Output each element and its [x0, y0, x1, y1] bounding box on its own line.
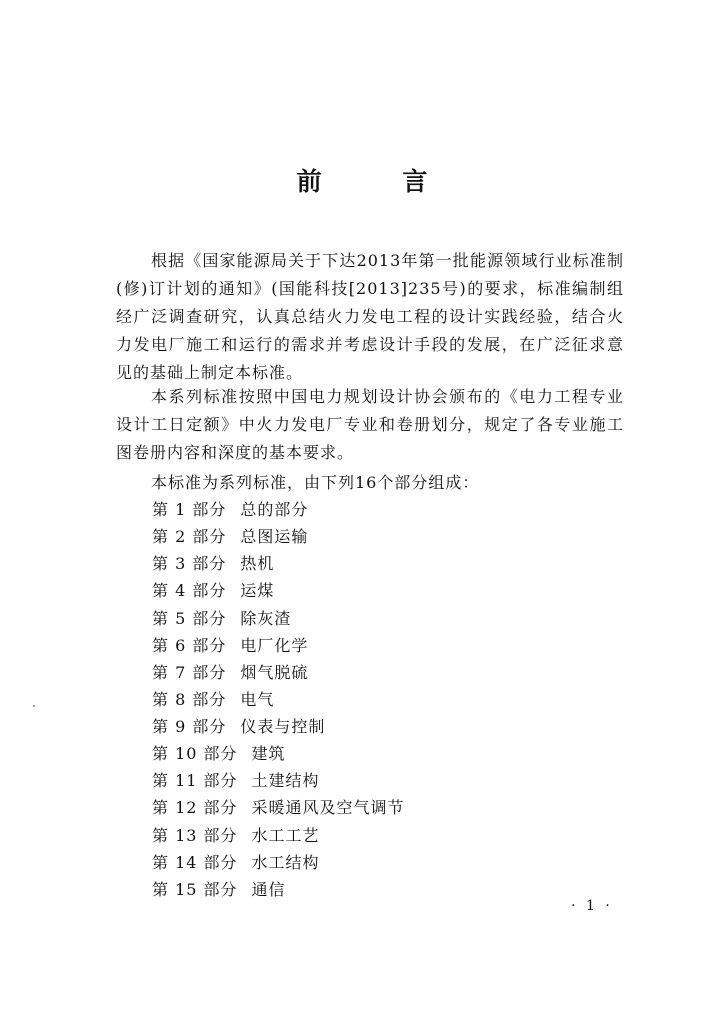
- part-number: 第 7 部分: [152, 662, 227, 682]
- part-name: 土建结构: [251, 771, 320, 791]
- part-name: 水工结构: [251, 852, 320, 872]
- list-item: [152, 659, 405, 686]
- part-name: 总的部分: [240, 500, 309, 519]
- part-number: 第 11 部分: [152, 771, 238, 791]
- list-item: [152, 767, 405, 794]
- list-item: [152, 686, 405, 713]
- list-item: [152, 849, 405, 876]
- paragraph-parts-intro: 本标准为系列标准，由下列16个部分组成：: [151, 473, 480, 492]
- part-name: 总图运输: [240, 527, 309, 547]
- part-name: 除灰渣: [240, 608, 292, 628]
- parts-list: [152, 496, 405, 903]
- part-number: 第 3 部分: [152, 554, 227, 574]
- part-number: 第 5 部分: [152, 608, 227, 628]
- part-name: 水工工艺: [251, 825, 320, 845]
- part-name: 电气: [240, 689, 275, 709]
- part-number: 第 14 部分: [152, 852, 238, 872]
- list-item: [152, 605, 405, 632]
- part-number: 第 9 部分: [152, 717, 227, 736]
- part-number: 第 15 部分: [152, 879, 238, 899]
- list-item: [152, 577, 405, 604]
- part-number: 第 12 部分: [152, 798, 238, 818]
- list-item: [152, 713, 405, 740]
- part-name: 热机: [240, 554, 275, 574]
- part-name: 运煤: [240, 581, 275, 601]
- part-number: 第 4 部分: [152, 581, 227, 601]
- part-name: 采暖通风及空气调节: [251, 798, 405, 818]
- list-item: [152, 822, 405, 849]
- part-number: 第 10 部分: [152, 744, 238, 764]
- paragraph-basis: 根据《国家能源局关于下达2013年第一批能源领域行业标准制(修)订计划的通知》(国能科技[2013]235号)的要求，标准编制组经广泛调查研究，认真总结火力发电工程的设计实践经验，结合火力发电厂施工和运行的需求并考虑设计手段的发展，在广泛征求意见的基础上制定本标准。: [116, 251, 624, 382]
- list-item: [152, 632, 405, 659]
- part-number: 第 13 部分: [152, 825, 238, 845]
- part-name: 仪表与控制: [240, 717, 326, 736]
- list-item: [152, 876, 405, 903]
- part-name: 烟气脱硫: [240, 662, 309, 682]
- part-number: 第 2 部分: [152, 527, 227, 547]
- page-number: · 1 ·: [571, 898, 613, 914]
- list-item: [152, 550, 405, 577]
- part-number: 第 6 部分: [152, 635, 227, 655]
- part-name: 电厂化学: [240, 635, 309, 655]
- list-item: [152, 496, 405, 523]
- list-item: [152, 794, 405, 821]
- part-name: 通信: [251, 879, 286, 899]
- list-item: [152, 740, 405, 767]
- part-number: 第 1 部分: [152, 500, 227, 519]
- list-item: [152, 523, 405, 550]
- page-title: 前 言: [296, 167, 464, 196]
- scan-speck: [33, 705, 35, 707]
- part-name: 建筑: [251, 744, 286, 764]
- paragraph-series: 本系列标准按照中国电力规划设计协会颁布的《电力工程专业设计工日定额》中火力发电厂专业和卷册划分，规定了各专业施工图卷册内容和深度的基本要求。: [116, 387, 624, 462]
- part-number: 第 8 部分: [152, 689, 227, 709]
